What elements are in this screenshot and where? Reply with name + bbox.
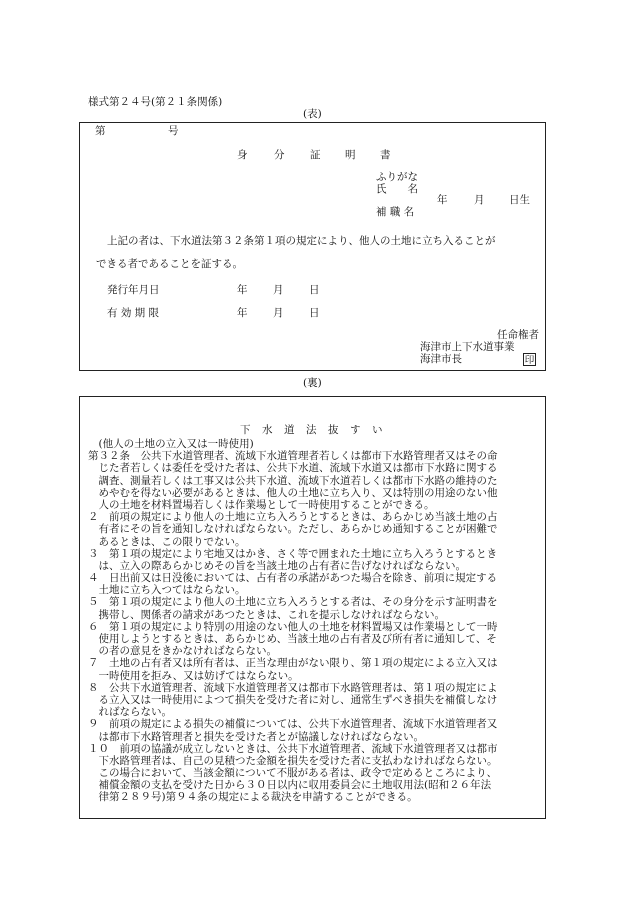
number-suffix: 号 bbox=[168, 125, 179, 137]
law-line: 第３２条 公共下水道管理者、流域下水道管理者若しくは都市下水路管理者又はその命 bbox=[88, 450, 498, 463]
back-side-label: (裏) bbox=[303, 377, 322, 389]
name-label: 氏 名 bbox=[376, 183, 418, 195]
law-line: ればならない。 bbox=[88, 706, 172, 719]
card-title-char: 分 bbox=[274, 149, 285, 161]
law-line: 調査、測量若しくは工事又は公共下水道、流域下水道若しくは都市下水路の維持のた bbox=[88, 474, 498, 487]
issue-day-label: 日 bbox=[309, 284, 320, 296]
law-line: 携帯し、関係者の請求があつたときは、これを提示しなければならない。 bbox=[88, 608, 445, 621]
law-line: 有者にその旨を通知しなければならない。ただし、あらかじめ通知することが困難で bbox=[88, 523, 498, 536]
law-line: この場合において、当該金額について不服がある者は、政令で定めるところにより、 bbox=[88, 767, 498, 780]
law-line: ３ 第１項の規定により宅地又はかき、さく等で囲まれた土地に立ち入ろうとするとき bbox=[88, 547, 498, 560]
law-line: (他人の土地の立入又は一時使用) bbox=[88, 438, 254, 450]
law-line: ６ 第１項の規定により特別の用途のない他人の土地を材料置場又は作業場として一時 bbox=[88, 620, 498, 633]
law-line: の者の意見をきかなければならない。 bbox=[88, 645, 277, 658]
law-line: １０ 前項の協議が成立しないときは、公共下水道管理者、流域下水道管理者又は都市 bbox=[88, 742, 498, 755]
law-line: は、立入の際あらかじめその旨を当該土地の占有者に告げなければならない。 bbox=[88, 559, 466, 572]
law-line: 補償金額の支払を受けた日から３０日以内に収用委員会に土地収用法(昭和２６年法 bbox=[88, 779, 492, 792]
authority-person: 海津市長 bbox=[420, 353, 462, 365]
card-title-char: 明 bbox=[345, 149, 356, 161]
law-line: じた者若しくは委任を受けた者は、公共下水道、流域下水道又は都市下水路に関する bbox=[88, 462, 498, 475]
seal-stamp: 印 bbox=[524, 355, 535, 366]
law-title-char: い bbox=[372, 424, 383, 436]
law-line: 人の土地を材料置場若しくは作業場として一時使用することができる。 bbox=[88, 498, 435, 511]
card-title-char: 書 bbox=[380, 149, 391, 161]
certificate-statement-line-2: できる者であることを証する。 bbox=[96, 258, 243, 270]
law-line: 下水路管理者は、自己の見積つた金額を損失を受けた者に支払わなければならない。 bbox=[88, 754, 498, 767]
law-line: 一時使用を拒み、又は妨げてはならない。 bbox=[88, 669, 299, 682]
law-line: ８ 公共下水道管理者、流域下水道管理者又は都市下水路管理者は、第１項の規定によ bbox=[88, 681, 498, 694]
number-prefix: 第 bbox=[95, 125, 106, 137]
certificate-statement-line-1: 上記の者は、下水道法第３２条第１項の規定により、他人の土地に立ち入ることが bbox=[107, 235, 496, 247]
furigana-label: ふりがな bbox=[376, 171, 418, 183]
law-title-char: 抜 bbox=[328, 424, 339, 436]
law-line: ７ 土地の占有者又は所有者は、正当な理由がない限り、第１項の規定による立入又は bbox=[88, 657, 498, 670]
law-title-char: 水 bbox=[262, 424, 273, 436]
law-line: 土地に立ち入つてはならない。 bbox=[88, 584, 246, 597]
law-title-char: 法 bbox=[306, 424, 317, 436]
law-title-char: 下 bbox=[240, 424, 251, 436]
birth-month-label: 月 bbox=[474, 194, 485, 206]
card-title-char: 証 bbox=[310, 149, 321, 161]
position-label: 補 職 名 bbox=[376, 206, 415, 218]
law-title-char: 道 bbox=[284, 424, 295, 436]
authority-organization: 海津市上下水道事業 bbox=[420, 341, 515, 353]
law-line: 律第２８９号)第９４条の規定による裁決を申請することができる。 bbox=[88, 791, 418, 804]
expiry-date-label: 有 効 期 限 bbox=[107, 307, 160, 319]
form-label: 様式第２４号(第２１条関係) bbox=[88, 96, 223, 108]
authority-title: 任命権者 bbox=[497, 329, 539, 341]
law-line: ９ 前項の規定による損失の補償については、公共下水道管理者、流域下水道管理者又 bbox=[88, 718, 498, 731]
expiry-day-label: 日 bbox=[309, 307, 320, 319]
issue-date-label: 発行年月日 bbox=[107, 284, 160, 296]
expiry-year-label: 年 bbox=[237, 307, 248, 319]
law-text bbox=[88, 438, 558, 804]
law-line: る立入又は一時使用によつて損失を受けた者に対し、通常生ずべき損失を補償しなけ bbox=[88, 693, 498, 706]
law-line: めやむを得ない必要があるときは、他人の土地に立ち入り、又は特別の用途のない他 bbox=[88, 486, 498, 499]
card-title-char: 身 bbox=[237, 149, 248, 161]
issue-month-label: 月 bbox=[273, 284, 284, 296]
expiry-month-label: 月 bbox=[273, 307, 284, 319]
law-line: あるときは、この限りでない。 bbox=[88, 535, 246, 548]
law-line: ２ 前項の規定により他人の土地に立ち入ろうとするときは、あらかじめ当該土地の占 bbox=[88, 511, 498, 524]
law-line: ４ 日出前又は日没後においては、占有者の承諾があつた場合を除き、前項に規定する bbox=[88, 572, 498, 585]
birth-day-label: 日生 bbox=[509, 194, 530, 206]
law-line: ５ 第１項の規定により他人の土地に立ち入ろうとする者は、その身分を示す証明書を bbox=[88, 596, 498, 609]
law-line: 使用しようとするときは、あらかじめ、当該土地の占有者及び所有者に通知して、そ bbox=[88, 633, 497, 645]
law-title-char: す bbox=[350, 424, 361, 436]
front-side-label: (表) bbox=[303, 108, 322, 120]
issue-year-label: 年 bbox=[237, 284, 248, 296]
law-line: は都市下水路管理者と損失を受けた者とが協議しなければならない。 bbox=[88, 730, 424, 743]
birth-year-label: 年 bbox=[437, 194, 448, 206]
